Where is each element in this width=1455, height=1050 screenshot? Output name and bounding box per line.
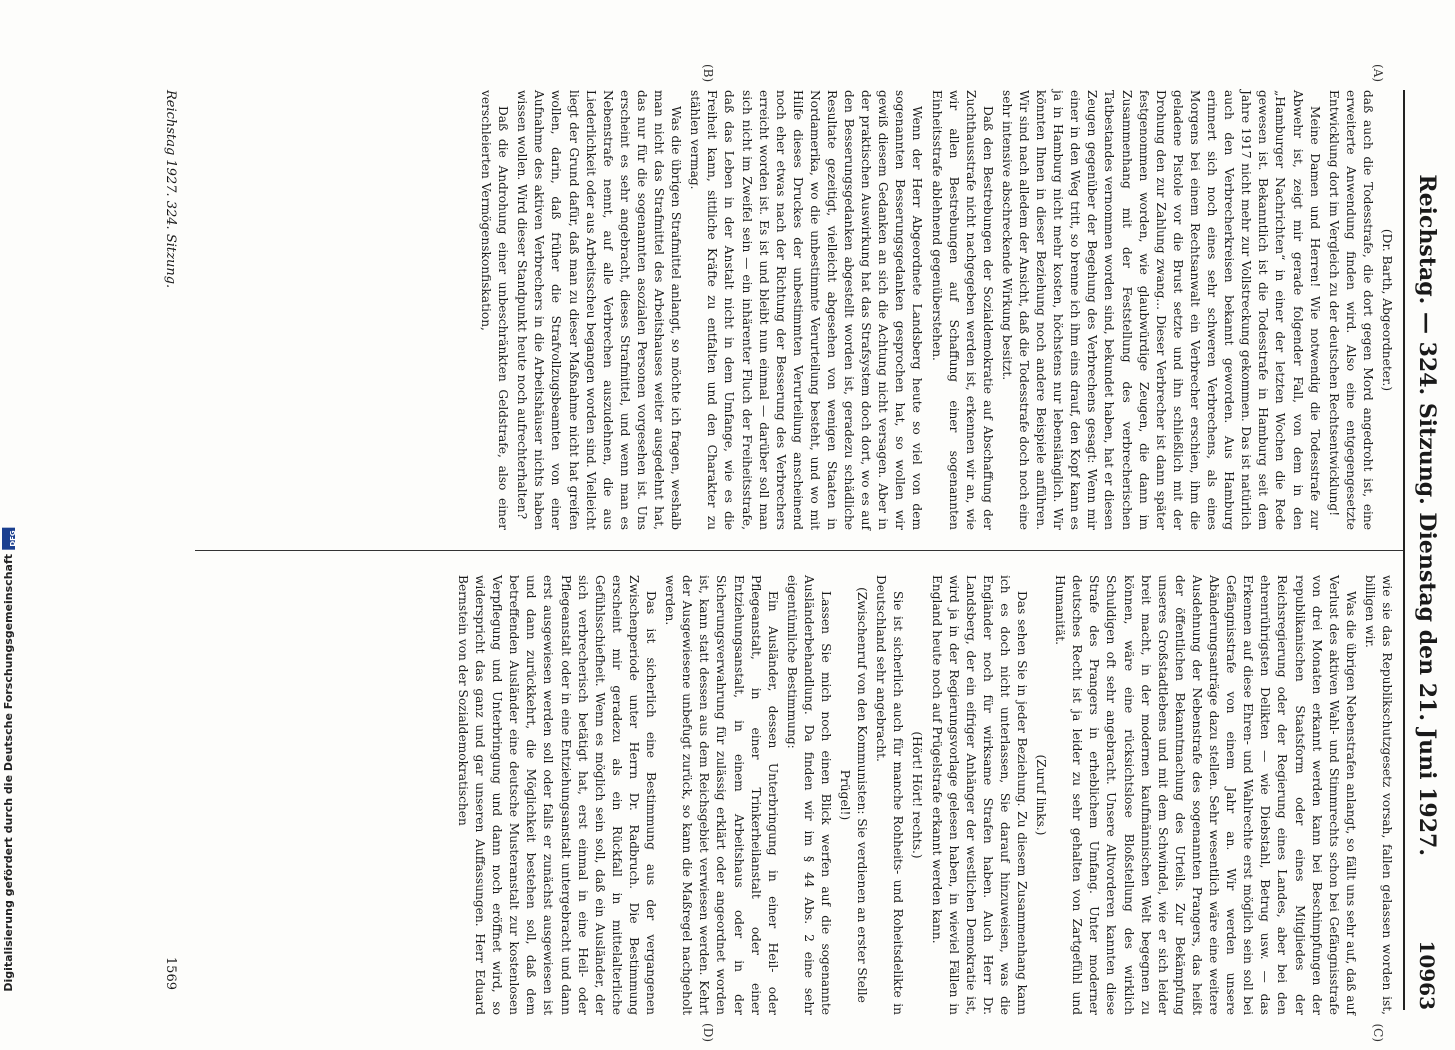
interjection: (Hört! Hört! rechts.) <box>910 731 925 859</box>
right-column <box>452 575 1395 1015</box>
paragraph: Das sehen Sie in jeder Beziehung. Zu diesem Zusammenhang kann ich es doch nicht unterlassen, Sie darauf hinzuweisen, was die Engländer noch für wirksame Strafen haben. Auch Herr Dr. Landsberg, der ein eifriger Anhänger der westlichen Demokratie ist, wird ja in der Regierungsvorlage gelesen haben, in wieviel Fällen in England heute noch auf Prügelstrafe erkannt werden kann. <box>929 575 1030 1015</box>
paragraph: Was die übrigen Nebenstrafen anlangt, so fällt uns sehr auf, daß auf Verlust des aktiven Wahl- und Stimmrechts schon bei Gefängnisstrafe von drei Monaten erkannt werden kann bei Beschimpfungen der republikanischen Staatsform oder eines Mitgliedes der Reichsregierung oder der Regierung eines Landes, aber bei den ehrenrührigsten Delikten — wie Diebstahl, Betrug usw. — das Erkennen auf diese Ehren- und Wahlrechte erst möglich sein soll bei Gefängnisstrafe von einem Jahr an. Wir werden unsere Abänderungsanträge dazu stellen. Sehr wesentlich wäre eine weitere Ausdehnung der Nebenstrafe des sogenannten Prangers, das heißt der öffentlichen Bekanntmachung des Urteils. Zur Bekämpfung unseres Großstadtlebens und mit dem Schwindel, wie er sich leider breit macht, in der modernen kaufmännischen Welt begegnen zu können, wäre eine rücksichtslose Bloßstellung des wirklich Schuldigen oft sehr angebracht. Unsere Altvorderen kannten diese Strafe des Prangers in erheblichem Umfang. Unter moderner deutsches Recht ist ja leider zu sehr gehalten von Zartgefühl und Humanität. <box>1053 575 1358 1015</box>
margin-letter-c: (C) <box>1371 1023 1385 1042</box>
dfg-logo: DFG <box>2 528 15 550</box>
credit-text: Digitalisierung gefördert durch die Deutsche Forschungsgemeinschaft <box>2 554 15 992</box>
paragraph: wie sie das Republikschutzgesetz vorsah, fallen gelassen worden ist, billigen wir. <box>1362 575 1394 1015</box>
page-number: 10963 <box>1415 940 1439 1010</box>
document-page <box>155 50 1455 1050</box>
paragraph: Lassen Sie mich noch einen Blick werfen auf die sogenannte Ausländerbehandlung. Da finden wir im § 44 Abs. 2 eine sehr eigentümliche Bestimmung: <box>784 575 833 1015</box>
margin-letter-b: (B) <box>701 64 715 83</box>
paragraph: Daß den Bestrebungen der Sozialdemokratie auf Abschaffung der Zuchthausstrafe nicht nachgegeben werden ist, erkennen wir an, wie wir allen Bestrebungen auf Schaffung einer sogenannten Einheitsstrafe ablehnend gegenüberstehen. <box>929 90 995 530</box>
margin-letter-d: (D) <box>701 1023 715 1042</box>
speaker-line: (Dr. Barth, Abgeordneter.) <box>1380 228 1394 392</box>
digitization-sidebar <box>0 0 18 1000</box>
left-column <box>475 90 1395 530</box>
footer-session: Reichstag 1927. 324. Sitzung. <box>163 90 178 289</box>
page-title: Reichstag. — 324. Sitzung. Dienstag den 21. Juni 1927. <box>1414 174 1440 856</box>
paragraph: Das ist sicherlich eine Bestimmung aus der vergangenen Zwischenperiode unter Herrn Dr. Radbruch. Die Bestimmung erscheint mir geradezu als ein Rückfall in mittelalterliche Gefühlsschiefheit. Wenn es möglich sein soll, daß ein Ausländer, der sich verbrecherisch betätigt hat, erst einmal in eine Heil- oder Pflegeanstalt oder in eine Entziehungsanstalt untergebracht und dann erst ausgewiesen werden soll oder falls er zunächst ausgewiesen ist und dann zurückkehrt, die Möglichkeit bestehen soll, daß dem betreffenden Ausländer eine deutsche Musteranstalt zur kostenlosen Verpflegung und Unterbringung und dann noch eröffnet wird, so widerspricht das ganz und gar unseren Auffassungen. Herr Eduard Bernstein von der Sozialdemokratischen <box>456 575 659 1015</box>
page-header <box>1407 90 1447 1010</box>
interjection: (Zwischenruf von den Kommunisten: Sie verdienen an erster Stelle Prügel!) <box>838 587 870 1003</box>
margin-letter-a: (A) <box>1371 64 1385 83</box>
header-rule <box>1403 90 1405 1010</box>
paragraph: Sie ist sicherlich auch für manche Rohheits- und Roheitsdelikte in Deutschland sehr angebracht. <box>874 575 906 1015</box>
paragraph: Meine Damen und Herren! Wie notwendig die Todesstrafe zur Abwehr ist, zeigt mir gerade folgender Fall, von dem in den „Hamburger Nachrichten“ in einer der letzten Wochen die Rede gewesen ist. Bekanntlich ist die Todesstrafe in Hamburg seit dem Jahre 1917 nicht mehr zur Vollstreckung gekommen. Das ist natürlich auch den Verbrecherkreisen bekannt geworden. Aus Hamburg erinnert sich noch eines sehr schweren Verbrechens, als eines Morgens bei einem Rechtsanwalt ein Verbrecher erschien, ihm die geladene Pistole vor die Brust setzte und ihn schließlich mit der Drohung den zur Zahlung zwang... Dieser Verbrecher ist dann später festgenommen worden, wie glaubwürdige Zeugen, die dann im Zusammenhang mit der Feststellung des verbrecherischen Tatbestandes vernommen worden sind, bekundet haben, hat er diesen Zeugen gegenüber der Begehung des Verbrechens gesagt: Wenn mir einer in den Weg tritt, so brenne ich ihm eins drauf, den Kopf kann es ja in Hamburg nicht mehr kosten, höchstens nur lebenslänglich. Wir könnten Ihnen in dieser Beziehung noch andere Beispiele anführen. Wir sind nach alledem der Ansicht, daß die Todesstrafe doch noch eine sehr intensive abschreckende Wirkung besitzt. <box>999 90 1322 530</box>
paragraph: daß auch die Todesstrafe, die dort gegen Mord angedroht ist, eine erweiterte Anwendung finden wird. Also eine entgegengesetzte Entwicklung dort im Vergleich zu der deutschen Rechtsentwicklung! <box>1326 90 1375 530</box>
interjection: (Zuruf links.) <box>1034 754 1049 836</box>
digitization-credit <box>2 528 15 992</box>
paragraph: Was die übrigen Strafmittel anlangt, so möchte ich fragen, weshalb man nicht das Strafmittel des Arbeitshauses weiter ausgedehnt hat, das nur für die sogenannten asozialen Personen vorgesehen ist. Uns erscheint es sehr angebracht, dieses Strafmittel, und wenn man es Nebenstrafe nennt, auf alle Verbrechen auszudehnen, die aus Liederlichkeit oder aus Arbeitsscheu begangen worden sind. Vielleicht liegt der Grund dafür, daß man zu dieser Maßnahme nicht hat greifen wollen, darin, daß früher die Strafvollzugsbeamten von einer Aufnahme des aktiven Verbrechers in die Arbeitshäuser nichts haben wissen wollen. Wird dieser Standpunkt heute noch aufrechterhalten? <box>515 90 684 530</box>
quoted-paragraph: Ein Ausländer, dessen Unterbringung in einer Heil- oder Pflegeanstalt, in einer Trinkerheilanstalt oder einer Entziehungsanstalt, in einem Arbeitshaus oder in der Sicherungsverwahrung für zulässig erklärt oder angeordnet worden ist, kann statt dessen aus dem Reichsgebiet verwiesen werden. Kehrt der Ausgewiesene unbefugt zurück, so kann die Maßregel nachgeholt werden. <box>663 575 780 1015</box>
paragraph: Daß die Androhung einer unbeschränkten Geldstrafe, also einer verschleierten Vermögenskonfiskation, <box>479 90 511 530</box>
footer-page-number: 1569 <box>163 956 178 990</box>
paragraph: Wenn der Herr Abgeordnete Landsberg heute so viel von dem sogenannten Besserungsgedanken gesprochen hat, so wollen wir gewiß diesem Gedanken an sich die Achtung nicht versagen. Aber in der praktischen Auswirkung hat das Strafsystem doch dort, wo es auf den Besserungsgedanken abgestellt worden ist, geradezu schädliche Resultate gezeitigt, vielleicht abgesehen von wenigen Staaten in Nordamerika, wo die unbestimmte Verurteilung besteht, und wo mit Hilfe dieses Druckes der unbestimmten Verurteilung anscheinend noch eher etwas nach der Richtung der Besserung des Verbrechers erreicht worden ist. Es ist und bleibt nun einmal — darüber soll man sich nicht im Zweifel sein — ein inhärenter Fluch der Freiheitsstrafe, daß das Leben in der Anstalt nicht in dem Umfange, wie es die Freiheit kann, sittliche Kräfte zu entfalten und den Charakter zu stählen vermag. <box>688 90 925 530</box>
column-divider <box>195 550 1403 551</box>
